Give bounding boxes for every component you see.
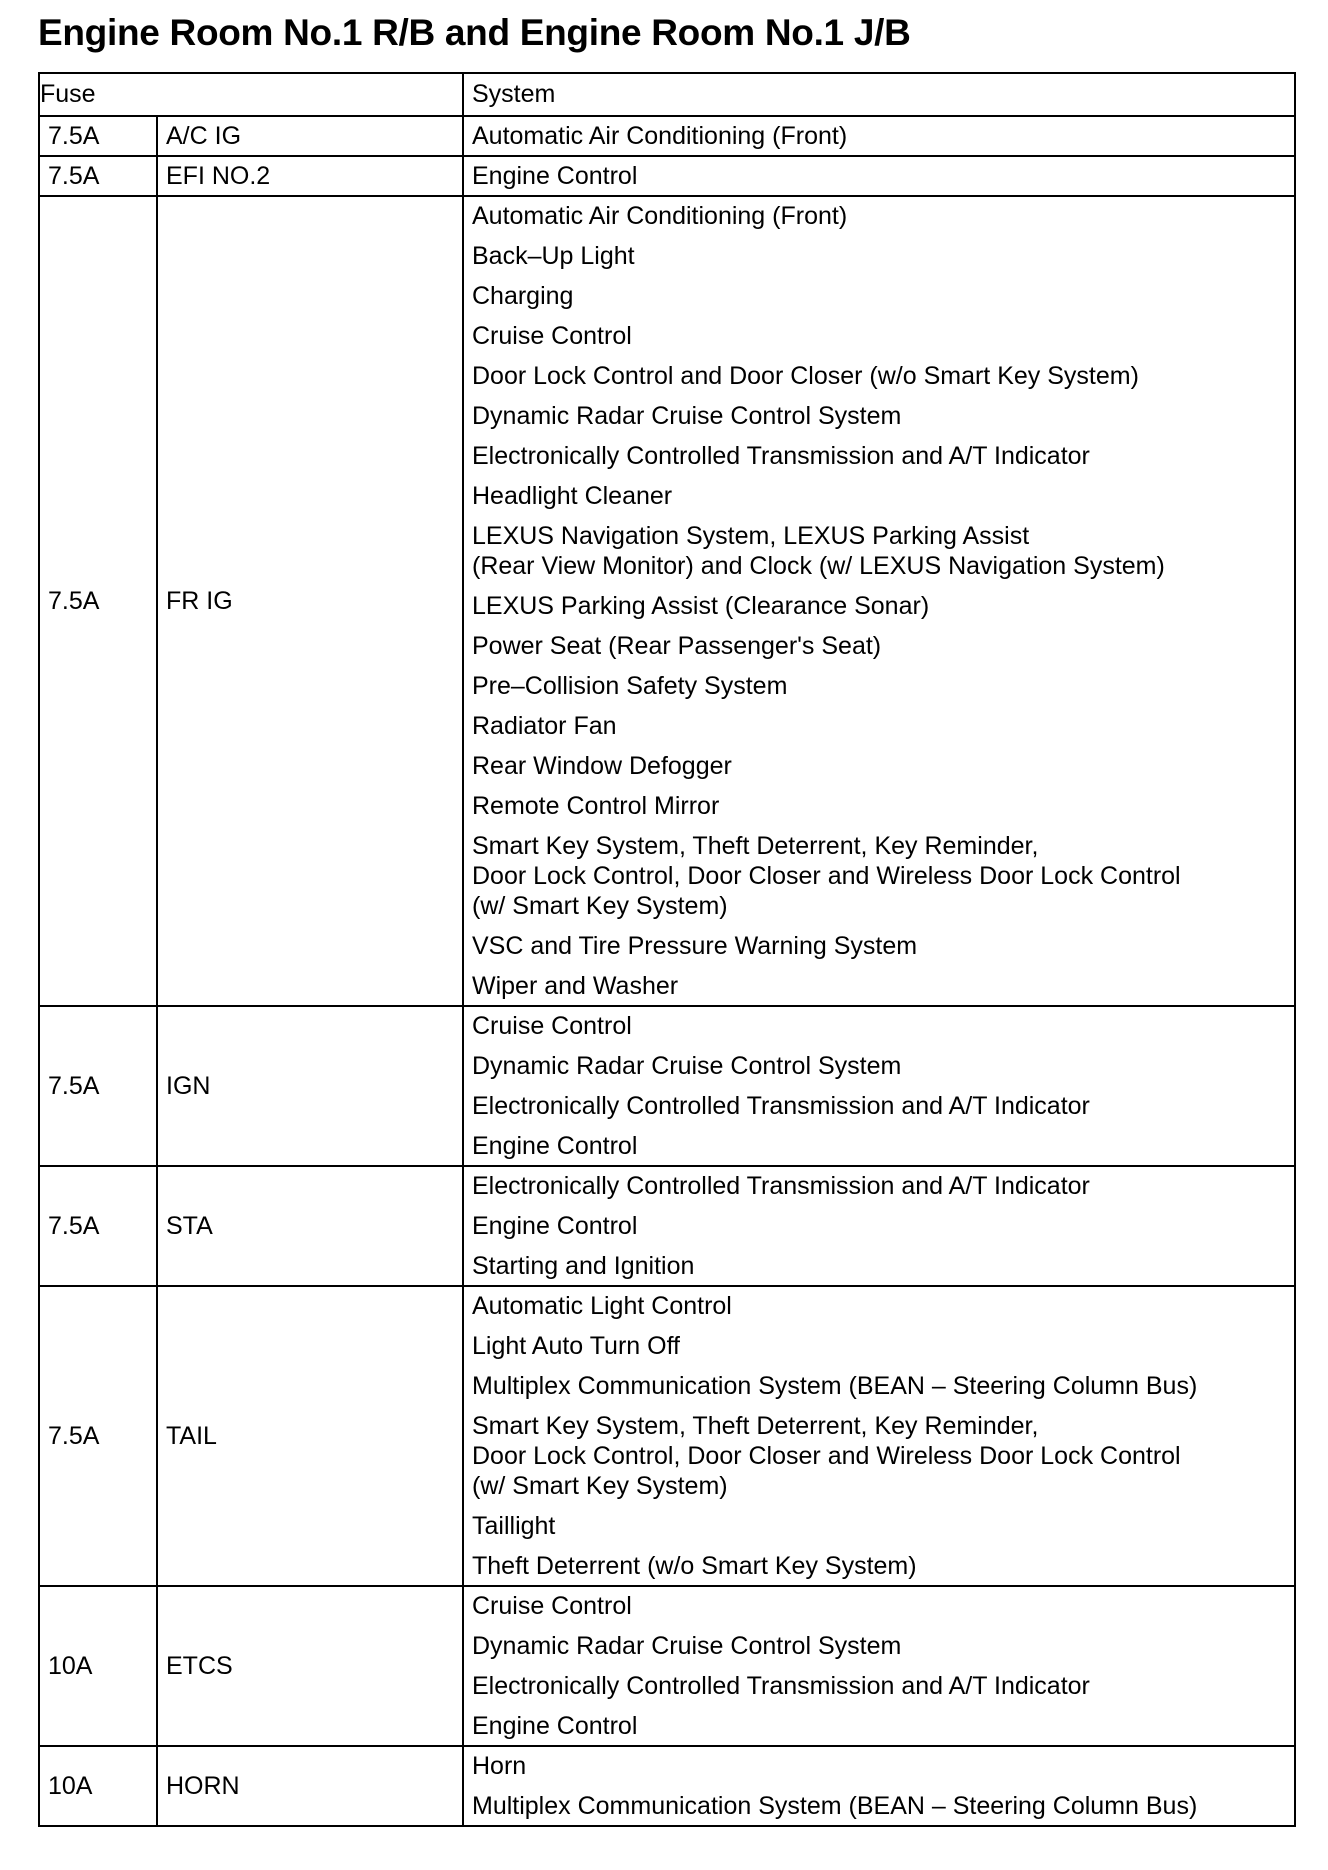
table-row <box>39 1166 1295 1286</box>
fuse-table-body <box>39 116 1295 1826</box>
system-item: Horn <box>472 1752 527 1780</box>
system-item: Dynamic Radar Cruise Control System <box>472 1632 902 1660</box>
fuse-amperage: 7.5A <box>39 1006 157 1166</box>
fuse-amperage: 7.5A <box>39 1166 157 1286</box>
system-item: Radiator Fan <box>472 712 617 740</box>
system-item: Starting and Ignition <box>472 1252 695 1280</box>
system-item: Power Seat (Rear Passenger's Seat) <box>472 632 882 660</box>
fuse-amperage: 10A <box>39 1586 157 1746</box>
system-item: Headlight Cleaner <box>472 482 673 510</box>
fuse-name: A/C IG <box>157 116 463 156</box>
system-list <box>463 116 1295 156</box>
system-item: Taillight <box>472 1512 556 1540</box>
system-item: Rear Window Defogger <box>472 752 732 780</box>
system-item: Engine Control <box>472 1212 638 1240</box>
system-item: Electronically Controlled Transmission and A/T Indicator <box>472 442 1090 470</box>
fuse-amperage: 7.5A <box>39 156 157 196</box>
table-row <box>39 156 1295 196</box>
system-item: Cruise Control <box>472 322 632 350</box>
system-item: Engine Control <box>472 162 638 190</box>
fuse-amperage: 10A <box>39 1746 157 1826</box>
system-list <box>463 1286 1295 1586</box>
table-row <box>39 116 1295 156</box>
fuse-amperage: 7.5A <box>39 196 157 1006</box>
system-item: Cruise Control <box>472 1592 632 1620</box>
system-item: Electronically Controlled Transmission and A/T Indicator <box>472 1672 1090 1700</box>
system-item: Back–Up Light <box>472 242 635 270</box>
table-row <box>39 1286 1295 1586</box>
fuse-name: STA <box>157 1166 463 1286</box>
system-item: Dynamic Radar Cruise Control System <box>472 402 902 430</box>
system-item: Multiplex Communication System (BEAN – Steering Column Bus) <box>472 1792 1198 1820</box>
fuse-amperage: 7.5A <box>39 116 157 156</box>
system-item: LEXUS Navigation System, LEXUS Parking Assist (Rear View Monitor) and Clock (w/ LEXUS Navigation System) <box>472 522 1165 580</box>
fuse-name: EFI NO.2 <box>157 156 463 196</box>
system-list <box>463 196 1295 1006</box>
system-item: VSC and Tire Pressure Warning System <box>472 932 918 960</box>
fuse-name: HORN <box>157 1746 463 1826</box>
system-item: Engine Control <box>472 1132 638 1160</box>
system-item: Electronically Controlled Transmission and A/T Indicator <box>472 1092 1090 1120</box>
system-list <box>463 156 1295 196</box>
system-item: Pre–Collision Safety System <box>472 672 788 700</box>
fuse-amperage: 7.5A <box>39 1286 157 1586</box>
table-row <box>39 1006 1295 1166</box>
system-list <box>463 1746 1295 1826</box>
system-list <box>463 1006 1295 1166</box>
system-item: Automatic Light Control <box>472 1292 732 1320</box>
system-item: Multiplex Communication System (BEAN – Steering Column Bus) <box>472 1372 1198 1400</box>
system-item: Automatic Air Conditioning (Front) <box>472 122 848 150</box>
system-item: Door Lock Control and Door Closer (w/o Smart Key System) <box>472 362 1139 390</box>
system-item: Electronically Controlled Transmission and A/T Indicator <box>472 1172 1090 1200</box>
header-fuse: Fuse <box>39 73 463 116</box>
table-row <box>39 1586 1295 1746</box>
system-item: Smart Key System, Theft Deterrent, Key Reminder, Door Lock Control, Door Closer and Wireless Door Lock Control (w/ Smart Key System) <box>472 1412 1181 1500</box>
system-item: Light Auto Turn Off <box>472 1332 681 1360</box>
system-item: Cruise Control <box>472 1012 632 1040</box>
system-item: Theft Deterrent (w/o Smart Key System) <box>472 1552 917 1580</box>
system-list <box>463 1586 1295 1746</box>
system-list <box>463 1166 1295 1286</box>
system-item: Dynamic Radar Cruise Control System <box>472 1052 902 1080</box>
system-item: Smart Key System, Theft Deterrent, Key Reminder, Door Lock Control, Door Closer and Wireless Door Lock Control (w/ Smart Key System) <box>472 832 1181 920</box>
fuse-name: ETCS <box>157 1586 463 1746</box>
system-item: LEXUS Parking Assist (Clearance Sonar) <box>472 592 930 620</box>
system-item: Automatic Air Conditioning (Front) <box>472 202 848 230</box>
header-row <box>39 73 1295 116</box>
system-item: Charging <box>472 282 574 310</box>
header-system: System <box>463 73 1295 116</box>
fuse-table <box>38 72 1296 1827</box>
table-row <box>39 196 1295 1006</box>
table-row <box>39 1746 1295 1826</box>
fuse-name: FR IG <box>157 196 463 1006</box>
page-title: Engine Room No.1 R/B and Engine Room No.1 J/B <box>38 12 911 53</box>
system-item: Engine Control <box>472 1712 638 1740</box>
system-item: Wiper and Washer <box>472 972 679 1000</box>
fuse-name: IGN <box>157 1006 463 1166</box>
fuse-name: TAIL <box>157 1286 463 1586</box>
system-item: Remote Control Mirror <box>472 792 720 820</box>
